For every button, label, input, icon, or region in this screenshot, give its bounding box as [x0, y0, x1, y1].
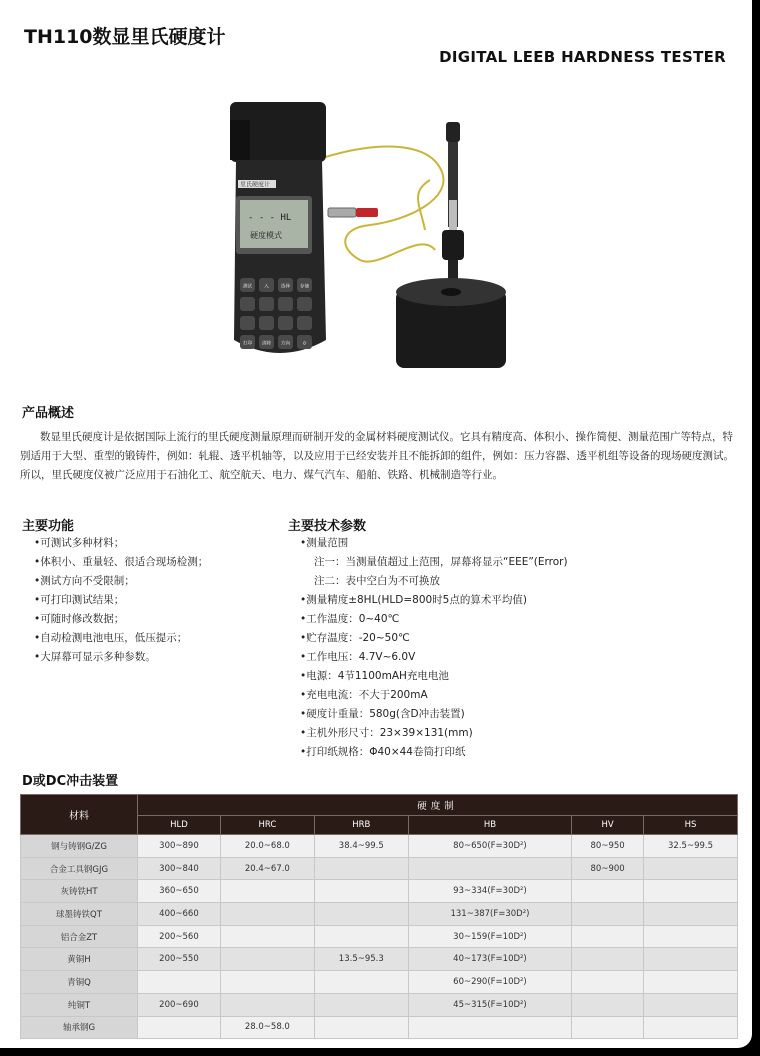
table-cell: 45~315(F=10D²) — [408, 993, 571, 1016]
table-cell: 93~334(F=30D²) — [408, 880, 571, 903]
keypad-key-label: 方向 — [281, 341, 290, 347]
hardness-table — [20, 794, 738, 1039]
feature-item: •可测试多种材料； — [34, 537, 125, 549]
table-cell — [572, 1016, 644, 1039]
feature-item: •可打印测试结果； — [34, 594, 125, 606]
table-cell — [314, 880, 408, 903]
spec-item: •充电电流：不大于200mA — [300, 689, 428, 701]
table-cell: 38.4~99.5 — [314, 835, 408, 858]
column-header: HLD — [138, 816, 221, 835]
table-cell: 80~900 — [572, 857, 644, 880]
table-cell — [408, 1016, 571, 1039]
hardness-scale-header: 硬度制 — [138, 795, 738, 816]
table-cell: 60~290(F=10D²) — [408, 971, 571, 994]
table-cell: 200~560 — [138, 925, 221, 948]
table-cell: 80~950 — [572, 835, 644, 858]
table-cell: 200~690 — [138, 993, 221, 1016]
table-cell — [572, 880, 644, 903]
table-row — [21, 903, 738, 926]
material-header: 材料 — [21, 795, 138, 835]
material-name: 合金工具钢GJG — [21, 857, 138, 880]
lcd-mode: 硬度模式 — [250, 231, 282, 240]
table-cell — [644, 880, 738, 903]
lcd-screen — [240, 200, 308, 248]
table-cell — [644, 925, 738, 948]
material-name: 铝合金ZT — [21, 925, 138, 948]
material-name: 青铜Q — [21, 971, 138, 994]
table-cell: 80~650(F=30D²) — [408, 835, 571, 858]
table-cell — [220, 971, 314, 994]
keypad-key[interactable] — [259, 297, 274, 311]
material-name: 黄铜H — [21, 948, 138, 971]
table-cell — [314, 857, 408, 880]
spec-note: 注二：表中空白为不可换放 — [314, 575, 440, 587]
keypad-key[interactable] — [278, 335, 293, 349]
keypad-key[interactable] — [240, 335, 255, 349]
table-cell — [572, 903, 644, 926]
keypad-key[interactable] — [259, 278, 274, 292]
table-cell — [644, 1016, 738, 1039]
table-cell: 360~650 — [138, 880, 221, 903]
lcd-reading: - - - HL — [248, 213, 292, 223]
table-row — [21, 925, 738, 948]
table-cell — [138, 971, 221, 994]
column-header: HB — [408, 816, 571, 835]
table-cell — [314, 971, 408, 994]
material-name: 钢与铸钢G/ZG — [21, 835, 138, 858]
feature-item: •体积小、重量轻、很适合现场检测； — [34, 556, 209, 568]
table-cell — [220, 948, 314, 971]
table-cell — [572, 925, 644, 948]
keypad-key[interactable] — [259, 335, 274, 349]
table-cell: 131~387(F=30D²) — [408, 903, 571, 926]
table-cell: 20.4~67.0 — [220, 857, 314, 880]
material-name: 轴承钢G — [21, 1016, 138, 1039]
spec-item: •测量精度±8HL(HLD=800时5点的算术平均值) — [300, 594, 527, 606]
feature-item: •测试方向不受限制； — [34, 575, 135, 587]
table-cell — [220, 903, 314, 926]
keypad-key-label: 清除 — [262, 341, 271, 347]
features-list — [34, 534, 208, 667]
column-header: HRB — [314, 816, 408, 835]
table-cell — [644, 903, 738, 926]
table-cell: 32.5~99.5 — [644, 835, 738, 858]
material-name: 灰铸铁HT — [21, 880, 138, 903]
table-cell — [220, 880, 314, 903]
column-header: HRC — [220, 816, 314, 835]
table-heading: D或DC冲击装置 — [22, 774, 119, 789]
table-cell — [644, 948, 738, 971]
product-title-en: DIGITAL LEEB HARDNESS TESTER — [439, 48, 726, 66]
table-cell — [644, 971, 738, 994]
spec-item: •工作电压：4.7V~6.0V — [300, 651, 416, 663]
keypad-key-label: 入 — [264, 284, 269, 290]
table-cell: 20.0~68.0 — [220, 835, 314, 858]
table-cell — [572, 971, 644, 994]
keypad-key-label: 打印 — [243, 341, 252, 347]
table-cell — [572, 993, 644, 1016]
spec-item: •贮存温度：-20~50℃ — [300, 632, 410, 644]
feature-item: •大屏幕可显示多种参数。 — [34, 651, 156, 663]
spec-item: •打印纸规格：Φ40×44卷筒打印纸 — [300, 746, 466, 758]
table-cell: 300~890 — [138, 835, 221, 858]
brand-label-text: 里氏硬度计 — [240, 181, 271, 189]
feature-item: •可随时修改数据； — [34, 613, 125, 625]
product-title-cn: TH110数显里氏硬度计 — [24, 26, 226, 48]
table-cell — [220, 925, 314, 948]
keypad-key[interactable] — [240, 316, 255, 330]
table-cell — [314, 993, 408, 1016]
material-name: 球墨铸铁QT — [21, 903, 138, 926]
overview-heading: 产品概述 — [22, 406, 75, 421]
table-row — [21, 880, 738, 903]
feature-item: •自动检测电池电压，低压提示； — [34, 632, 188, 644]
spec-note: 注一：当测量值超过上范围，屏幕将显示“EEE”(Error) — [314, 556, 568, 568]
keypad-key-label: ⏻ — [302, 341, 307, 347]
overview-text: 数显里氏硬度计是依据国际上流行的里氏硬度测量原理而研制开发的金属材料硬度测试仪。它具有精度高、体积小、操作简便、测量范围广等特点，特别适用于大型、重型的锻铸件，例如：轧辊、透平机轴等，以及应用于已经安装并且不能拆卸的组件，例如：压力容器、透平机组等设备的现场硬度测试。所以，里氏硬度仪被广泛应用于石油化工、航空航天、电力、煤气汽车、船舶、铁路、机械制造等行业。 — [20, 431, 734, 481]
keypad-key[interactable] — [259, 316, 274, 330]
keypad-key[interactable] — [278, 316, 293, 330]
material-name: 纯铜T — [21, 993, 138, 1016]
spec-item: •主机外形尺寸：23×39×131(mm) — [300, 727, 473, 739]
table-row — [21, 1016, 738, 1039]
keypad-key[interactable] — [278, 297, 293, 311]
keypad-key[interactable] — [297, 297, 312, 311]
column-header: HV — [572, 816, 644, 835]
table-body — [21, 835, 738, 1039]
column-header: HS — [644, 816, 738, 835]
table-cell: 28.0~58.0 — [220, 1016, 314, 1039]
table-row — [21, 971, 738, 994]
table-cell — [314, 925, 408, 948]
table-cell — [644, 993, 738, 1016]
product-photo — [220, 100, 520, 380]
specs-heading: 主要技术参数 — [288, 519, 367, 534]
keypad-key[interactable] — [240, 297, 255, 311]
keypad-key[interactable] — [297, 316, 312, 330]
spec-item: •电源：4节1100mAH充电电池 — [300, 670, 449, 682]
spec-item: •工作温度：0~40℃ — [300, 613, 400, 625]
specs-list — [300, 534, 568, 762]
keypad-key[interactable] — [240, 278, 255, 292]
table-row — [21, 857, 738, 880]
features-heading: 主要功能 — [22, 519, 75, 534]
table-cell — [138, 1016, 221, 1039]
keypad-key[interactable] — [278, 278, 293, 292]
table-cell — [644, 857, 738, 880]
table-cell — [220, 993, 314, 1016]
table-cell — [572, 948, 644, 971]
table-cell: 13.5~95.3 — [314, 948, 408, 971]
keypad-key-label: 选择 — [281, 284, 290, 290]
table-cell: 40~173(F=10D²) — [408, 948, 571, 971]
table-row — [21, 948, 738, 971]
keypad-key[interactable] — [297, 278, 312, 292]
table-cell — [408, 857, 571, 880]
spec-item: •测量范围 — [300, 537, 349, 549]
table-cell: 400~660 — [138, 903, 221, 926]
table-cell — [314, 1016, 408, 1039]
table-row — [21, 993, 738, 1016]
table-cell: 300~840 — [138, 857, 221, 880]
keypad-key[interactable] — [297, 335, 312, 349]
table-cell: 200~550 — [138, 948, 221, 971]
spec-item: •硬度计重量：580g(含D冲击装置) — [300, 708, 465, 720]
keypad-key-label: 测试 — [243, 284, 252, 290]
table-cell: 30~159(F=10D²) — [408, 925, 571, 948]
keypad-key-label: 存储 — [300, 284, 309, 290]
table-row — [21, 835, 738, 858]
table-cell — [314, 903, 408, 926]
